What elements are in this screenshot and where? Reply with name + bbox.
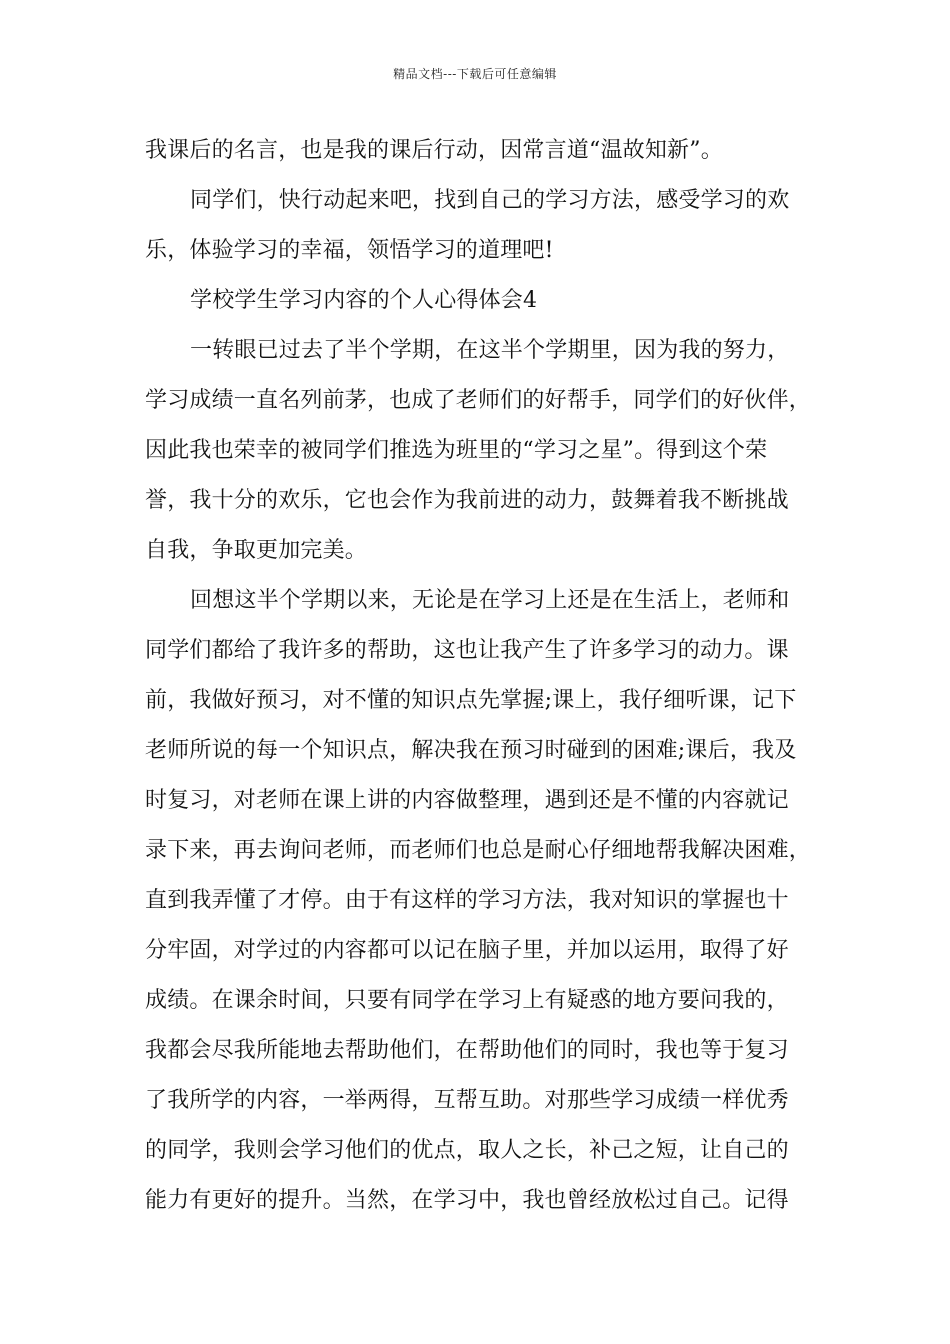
paragraph-start-line: 同学们，快行动起来吧，找到自己的学习方法，感受学习的欢 xyxy=(190,188,790,213)
body-line: 同学们都给了我许多的帮助，这也让我产生了许多学习的动力。课 xyxy=(145,638,789,663)
body-line: 了我所学的内容，一举两得，互帮互助。对那些学习成绩一样优秀 xyxy=(145,1088,789,1113)
body-line: 直到我弄懂了才停。由于有这样的学习方法，我对知识的掌握也十 xyxy=(145,888,789,913)
body-line: 老师所说的每一个知识点，解决我在预习时碰到的困难;课后，我及 xyxy=(145,738,797,763)
body-line: 我课后的名言，也是我的课后行动，因常言道“温故知新”。 xyxy=(145,138,723,163)
body-line: 录下来，再去询问老师，而老师们也总是耐心仔细地帮我解决困难， xyxy=(145,838,812,863)
body-line: 我都会尽我所能地去帮助他们，在帮助他们的同时，我也等于复习 xyxy=(145,1038,789,1063)
paragraph-start-line: 一转眼已过去了半个学期，在这半个学期里，因为我的努力， xyxy=(190,338,790,363)
body-line: 誉，我十分的欢乐，它也会作为我前进的动力，鼓舞着我不断挑战 xyxy=(145,488,789,513)
paragraph-start-line: 回想这半个学期以来，无论是在学习上还是在生活上，老师和 xyxy=(190,588,790,613)
body-line: 分牢固，对学过的内容都可以记在脑子里，并加以运用，取得了好 xyxy=(145,938,789,963)
body-line: 能力有更好的提升。当然，在学习中，我也曾经放松过自己。记得 xyxy=(145,1188,789,1213)
body-line: 乐，体验学习的幸福，领悟学习的道理吧! xyxy=(145,238,554,263)
body-line: 的同学，我则会学习他们的优点，取人之长，补己之短，让自己的 xyxy=(145,1138,789,1163)
page-header: 精品文档---下载后可任意编辑 xyxy=(393,67,557,81)
section-heading: 学校学生学习内容的个人心得体会4 xyxy=(190,288,538,313)
body-line: 成绩。在课余时间，只要有同学在学习上有疑惑的地方要问我的， xyxy=(145,988,789,1013)
body-line: 前，我做好预习，对不懂的知识点先掌握;课上，我仔细听课，记下 xyxy=(145,688,797,713)
body-line: 自我，争取更加完美。 xyxy=(145,538,368,563)
body-line: 学习成绩一直名列前茅，也成了老师们的好帮手，同学们的好伙伴， xyxy=(145,388,812,413)
body-line: 时复习，对老师在课上讲的内容做整理，遇到还是不懂的内容就记 xyxy=(145,788,789,813)
body-line: 因此我也荣幸的被同学们推选为班里的“学习之星”。得到这个荣 xyxy=(145,438,768,463)
